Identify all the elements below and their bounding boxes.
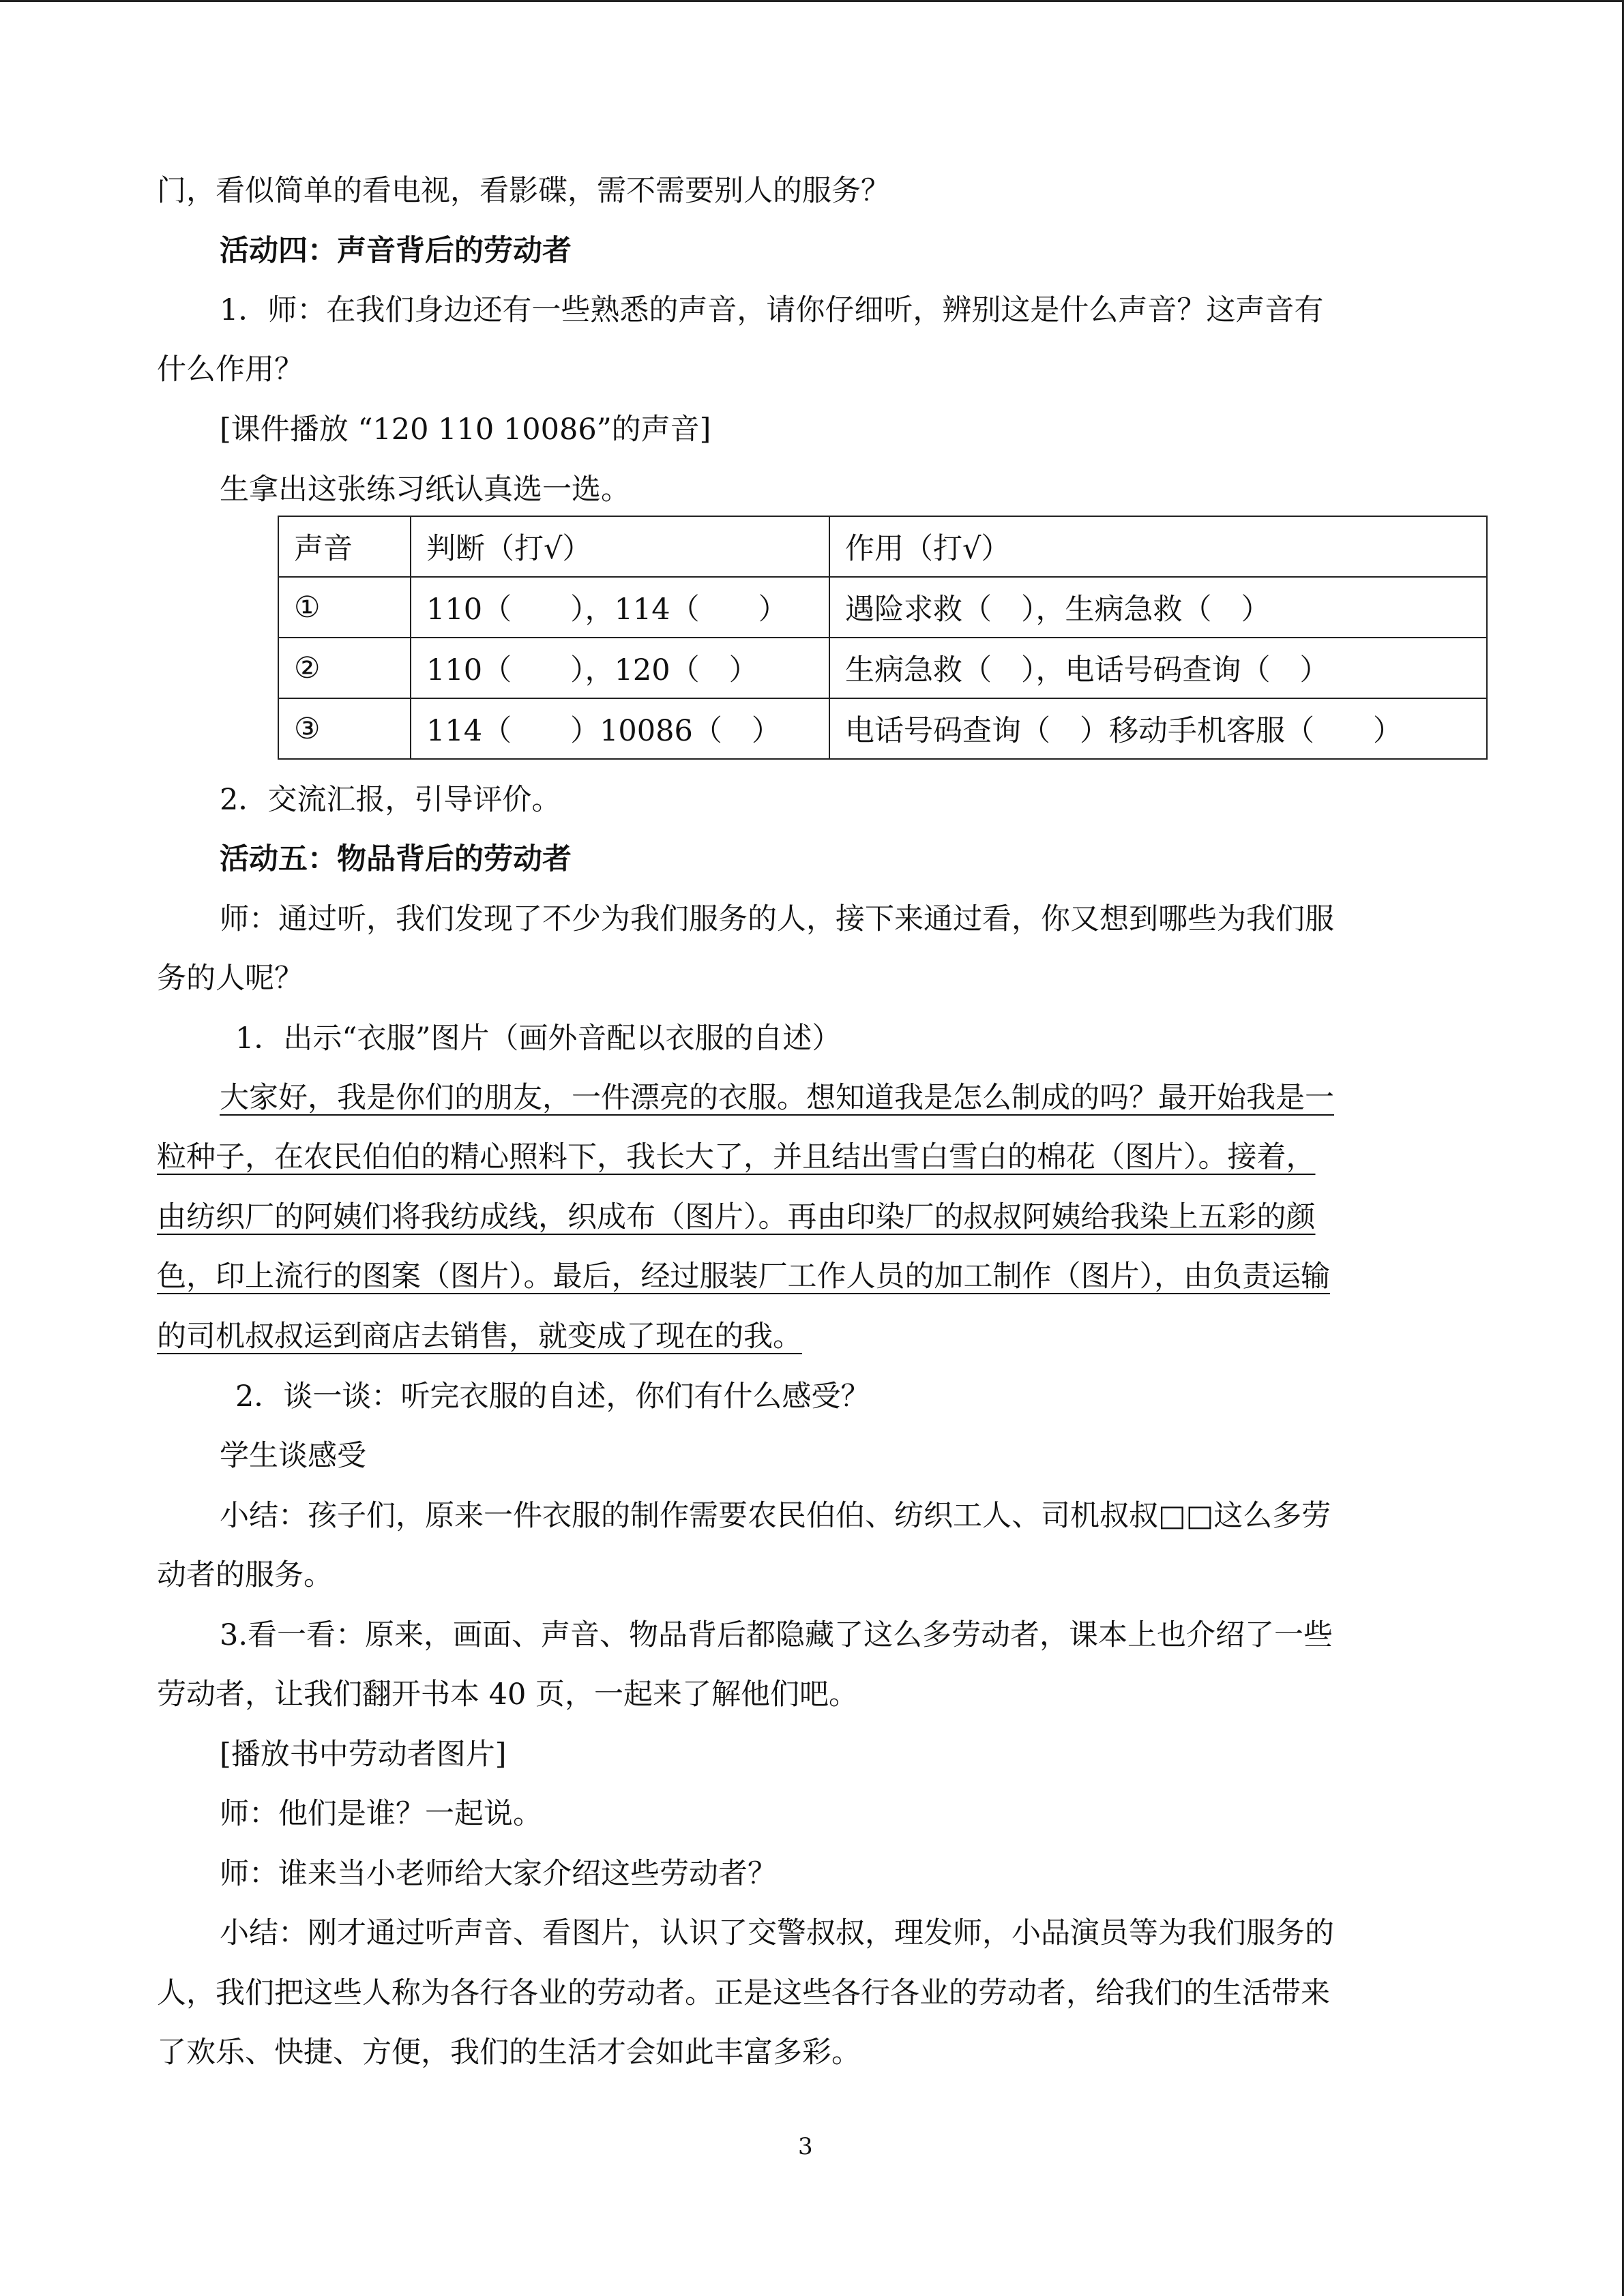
table-cell: 遇险求救（ ），生病急救（ ） <box>829 577 1487 638</box>
table-cell: 114（ ）10086（ ） <box>411 698 829 759</box>
table-cell: 110（ ），114（ ） <box>411 577 829 638</box>
table-cell: 电话号码查询（ ）移动手机客服（ ） <box>829 698 1487 759</box>
table-row <box>278 638 1487 698</box>
sound-worksheet-table <box>278 516 1488 760</box>
paragraph-line: 1．出示“衣服”图片（画外音配以衣服的自述） <box>235 1022 842 1056</box>
paragraph-line: 师：谁来当小老师给大家介绍这些劳动者？ <box>220 1857 777 1891</box>
paragraph-line: 门，看似简单的看电视，看影碟，需不需要别人的服务？ <box>157 174 890 208</box>
table-cell: ① <box>278 577 411 638</box>
table-header-cell: 作用（打√） <box>829 516 1487 577</box>
paragraph-line: 劳动者，让我们翻开书本 40 页，一起来了解他们吧。 <box>157 1678 859 1712</box>
table-cell: 生病急救（ ），电话号码查询（ ） <box>829 638 1487 698</box>
paragraph-line: 务的人呢？ <box>157 961 304 996</box>
clothing-narration-line: 粒种子，在农民伯伯的精心照料下，我长大了，并且结出雪白雪白的棉花（图片）。接着， <box>157 1140 1316 1174</box>
page-number: 3 <box>798 2133 813 2160</box>
paragraph-line: 3.看一看：原来，画面、声音、物品背后都隐藏了这么多劳动者，课本上也介绍了一些 <box>220 1618 1333 1652</box>
table-header-row <box>278 516 1487 577</box>
paragraph-line: 动者的服务。 <box>157 1558 333 1592</box>
paragraph-line: 什么作用？ <box>157 353 304 387</box>
table-row <box>278 698 1487 759</box>
paragraph-line: 师：通过听，我们发现了不少为我们服务的人，接下来通过看，你又想到哪些为我们服 <box>220 902 1334 936</box>
paragraph-line: 人，我们把这些人称为各行各业的劳动者。正是这些各行各业的劳动者，给我们的生活带来 <box>157 1976 1330 2010</box>
paragraph-line: 小结：刚才通过听声音、看图片，认识了交警叔叔，理发师，小品演员等为我们服务的 <box>220 1916 1334 1950</box>
paragraph-line: 1．师：在我们身边还有一些熟悉的声音，请你仔细听，辨别这是什么声音？这声音有 <box>220 293 1324 327</box>
paragraph-line: 2．谈一谈：听完衣服的自述，你们有什么感受？ <box>235 1380 870 1414</box>
paragraph-line: [课件播放 “120 110 10086”的声音] <box>220 413 711 447</box>
table-cell: ③ <box>278 698 411 759</box>
top-border <box>0 0 1624 2</box>
section-heading-activity-4: 活动四：声音背后的劳动者 <box>220 234 572 268</box>
table-cell: ② <box>278 638 411 698</box>
paragraph-line: 生拿出这张练习纸认真选一选。 <box>220 473 630 507</box>
table-row <box>278 577 1487 638</box>
paragraph-line: 了欢乐、快捷、方便，我们的生活才会如此丰富多彩。 <box>157 2036 861 2070</box>
paragraph-line: 小结：孩子们，原来一件衣服的制作需要农民伯伯、纺织工人、司机叔叔□□这么多劳 <box>220 1499 1331 1533</box>
section-heading-activity-5: 活动五：物品背后的劳动者 <box>220 842 572 876</box>
paragraph-line: 2．交流汇报，引导评价。 <box>220 783 561 817</box>
paragraph-line: 师：他们是谁？一起说。 <box>220 1797 542 1831</box>
clothing-narration-line: 由纺织厂的阿姨们将我纺成线，织成布（图片）。再由印染厂的叔叔阿姨给我染上五彩的颜 <box>157 1200 1316 1234</box>
table-header-cell: 声音 <box>278 516 411 577</box>
clothing-narration-line: 色，印上流行的图案（图片）。最后，经过服装厂工作人员的加工制作（图片），由负责运输 <box>157 1259 1330 1294</box>
table-header-cell: 判断（打√） <box>411 516 829 577</box>
table-cell: 110（ ），120（ ） <box>411 638 829 698</box>
paragraph-line: 学生谈感受 <box>220 1439 366 1473</box>
clothing-narration-line: 的司机叔叔运到商店去销售，就变成了现在的我。 <box>157 1320 802 1354</box>
clothing-narration-line: 大家好，我是你们的朋友，一件漂亮的衣服。想知道我是怎么制成的吗？最开始我是一 <box>220 1081 1334 1115</box>
paragraph-line: [播放书中劳动者图片] <box>220 1738 507 1772</box>
